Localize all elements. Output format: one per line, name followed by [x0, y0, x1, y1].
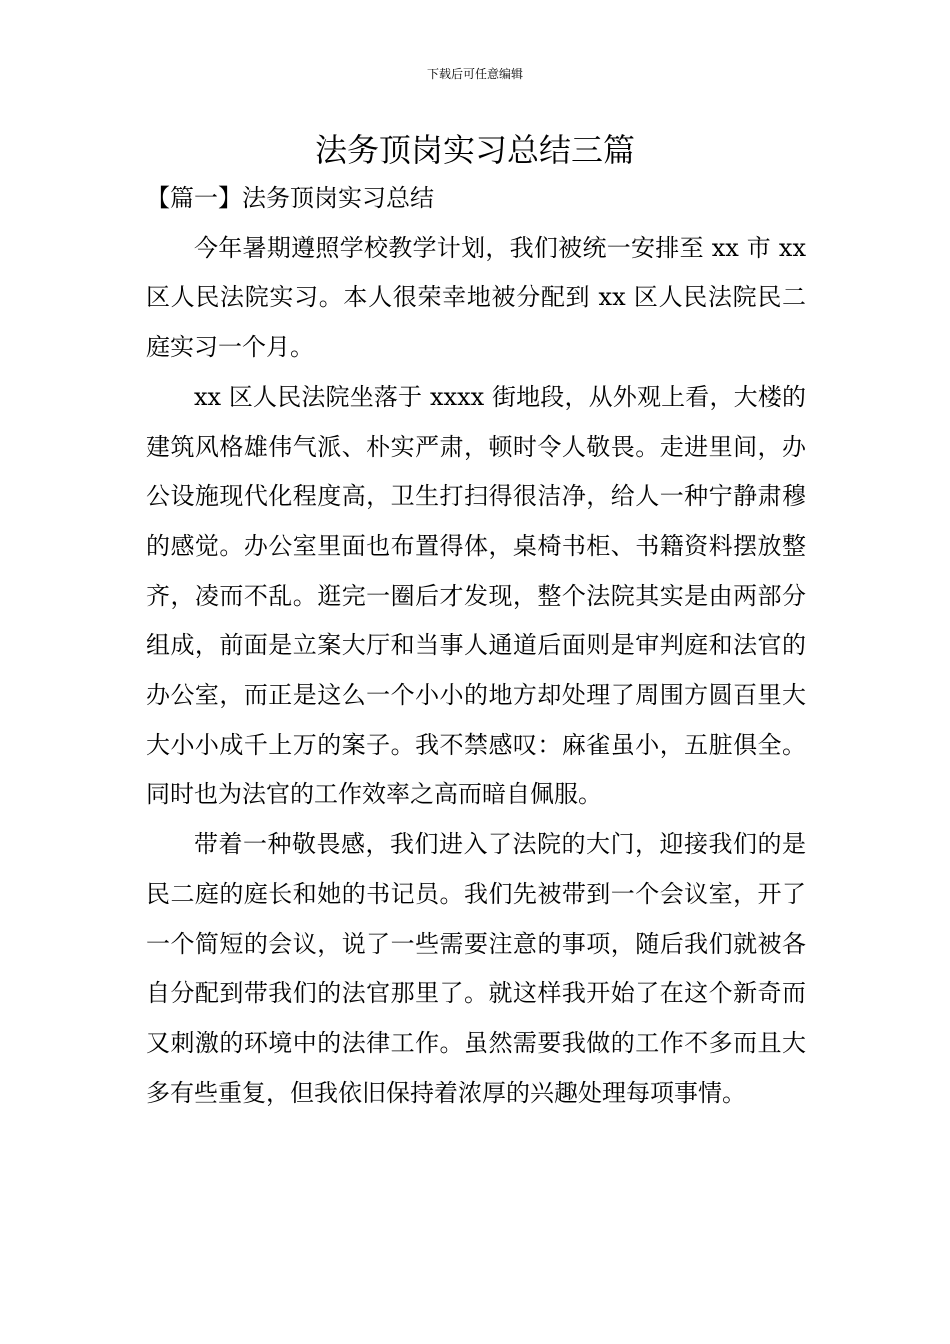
paragraph: 今年暑期遵照学校教学计划，我们被统一安排至 xx 市 xx 区人民法院实习。本人很荣幸地被分配到 xx 区人民法院民二庭实习一个月。 — [146, 233, 806, 362]
document-body — [146, 174, 806, 1118]
paragraph: xx 区人民法院坐落于 xxxx 街地段，从外观上看，大楼的建筑风格雄伟气派、朴实严肃，顿时令人敬畏。走进里间，办公设施现代化程度高，卫生打扫得很洁净，给人一种宁静肃穆的感觉。办公室里面也布置得体，桌椅书柜、书籍资料摆放整齐，凌而不乱。逛完一圈后才发现，整个法院其实是由两部分组成，前面是立案大厅和当事人通道后面则是审判庭和法官的办公室，而正是这么一个小小的地方却处理了周围方圆百里大大小小成千上万的案子。我不禁感叹：麻雀虽小，五脏俱全。同时也为法官的工作效率之高而暗自佩服。 — [146, 382, 806, 809]
paragraph: 带着一种敬畏感，我们进入了法院的大门，迎接我们的是民二庭的庭长和她的书记员。我们先被带到一个会议室，开了一个简短的会议，说了一些需要注意的事项，随后我们就被各自分配到带我们的法官那里了。就这样我开始了在这个新奇而又刺激的环境中的法律工作。虽然需要我做的工作不多而且大多有些重复，但我依旧保持着浓厚的兴趣处理每项事情。 — [146, 830, 806, 1107]
header-note: 下载后可任意编辑 — [426, 67, 523, 81]
section-heading: 【篇一】法务顶岗实习总结 — [146, 184, 434, 212]
document-title: 法务顶岗实习总结三篇 — [314, 131, 635, 169]
